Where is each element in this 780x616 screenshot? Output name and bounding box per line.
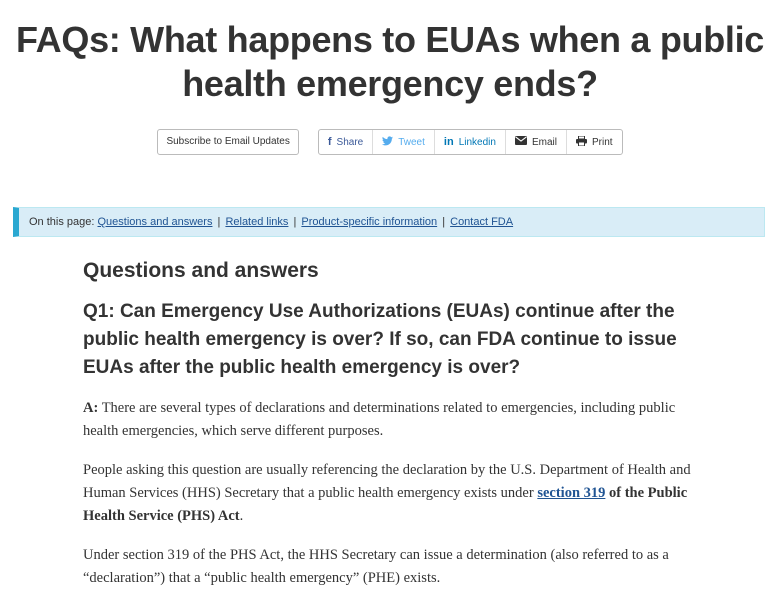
link-separator: |: [293, 216, 297, 228]
answer-label: A:: [83, 400, 99, 416]
paragraph-2-text: People asking this question are usually referencing the declaration by the U.S. Department of Health and Human Services (HHS) Secretary that a public health emergency exists under: [83, 462, 691, 501]
envelope-icon: [515, 136, 527, 148]
page-title-line1: FAQs: What happens to EUAs when a public: [15, 19, 765, 60]
paragraph-2-end: .: [239, 508, 244, 524]
link-separator: |: [217, 216, 221, 228]
answer-paragraph: [83, 397, 703, 443]
share-facebook-button[interactable]: [319, 130, 373, 154]
print-label: Print: [591, 136, 613, 148]
share-linkedin-button[interactable]: [435, 130, 506, 154]
toolbar: [0, 129, 780, 155]
paragraph-3: Under section 319 of the PHS Act, the HHS Secretary can issue a determination (also referred to as a “declaration”) that a “public health emergency” (PHE) exists.: [83, 547, 669, 586]
link-separator: |: [442, 216, 446, 228]
subscribe-email-button[interactable]: Subscribe to Email Updates: [157, 129, 298, 155]
phs-act-reference: of the Public Health Service (PHS) Act: [83, 485, 688, 524]
section-heading: Questions and answers: [83, 259, 319, 282]
question-heading: Q1: Can Emergency Use Authorizations (EUAs) continue after the public health emergency is over? If so, can FDA continue to issue EUAs after the public health emergency is over?: [83, 301, 677, 378]
share-email-label: Email: [531, 136, 557, 148]
share-twitter-label: Tweet: [398, 136, 425, 148]
jump-link-questions-and-answers[interactable]: Questions and answers: [97, 216, 213, 228]
share-email-button[interactable]: [506, 130, 567, 154]
share-button-group: [318, 129, 623, 155]
page-title-line2: health emergency ends?: [182, 63, 598, 104]
section-319-link[interactable]: section 319: [537, 485, 606, 501]
share-twitter-button[interactable]: [373, 130, 435, 154]
print-button[interactable]: [567, 130, 622, 154]
jump-link-product-specific-information[interactable]: Product-specific information: [301, 216, 438, 228]
page-title: [0, 18, 780, 106]
answer-text: There are several types of declarations and determinations related to emergencies, including public health emergencies, which serve different purposes.: [83, 400, 676, 439]
main-content: [83, 256, 703, 606]
paragraph-2: [83, 459, 703, 528]
linkedin-icon: in: [443, 135, 454, 148]
on-this-page-nav: [13, 207, 765, 237]
share-linkedin-label: Linkedin: [458, 136, 496, 148]
jump-link-related-links[interactable]: Related links: [225, 216, 289, 228]
twitter-icon: [382, 136, 393, 149]
share-facebook-label: Share: [336, 136, 364, 148]
printer-icon: [576, 136, 587, 149]
jump-link-contact-fda[interactable]: Contact FDA: [450, 216, 514, 228]
on-this-page-label: On this page:: [29, 216, 95, 228]
facebook-icon: f: [327, 135, 332, 148]
